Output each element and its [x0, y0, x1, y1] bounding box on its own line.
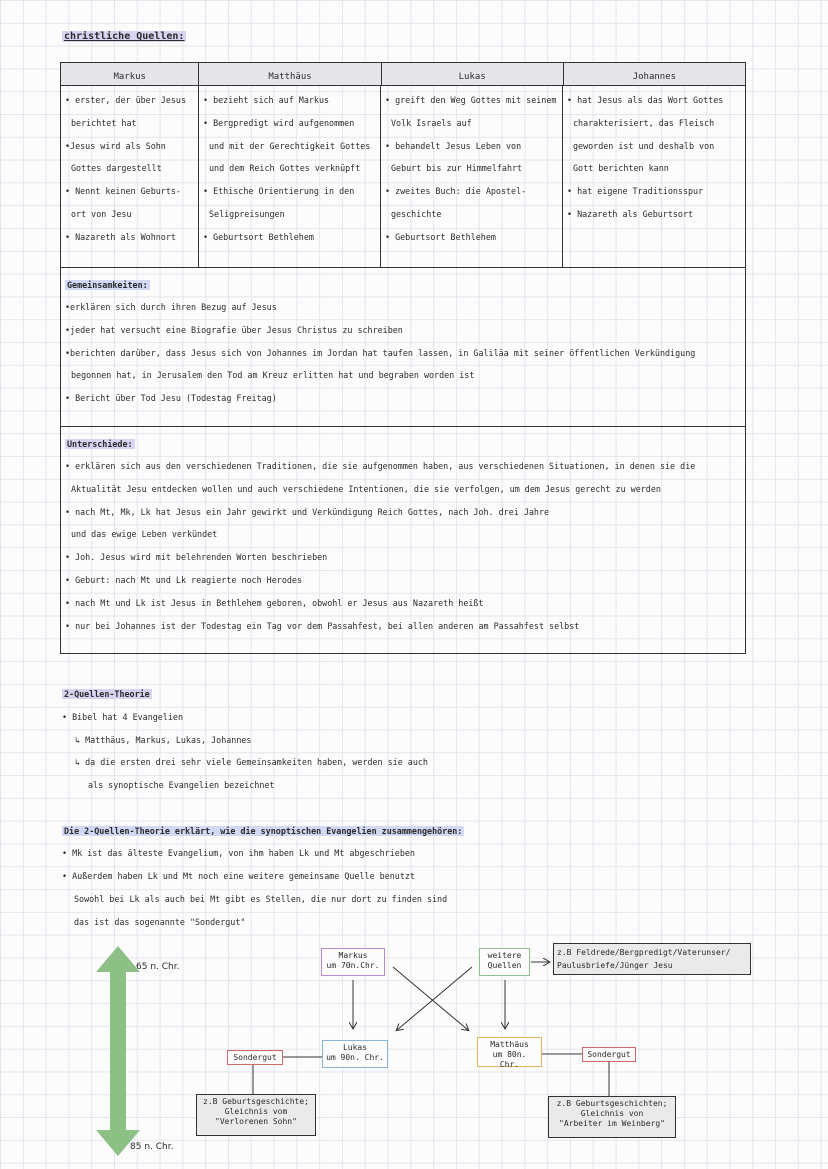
- weitere-examples: [553, 943, 751, 975]
- list-item: • Geburtsort Bethlehem: [203, 231, 314, 242]
- list-item: • hat Jesus als das Wort Gottes: [567, 95, 724, 105]
- list-item: als synoptische Evangelien bezeichnet: [88, 780, 275, 790]
- list-item: • greift den Weg Gottes mit seinem: [385, 95, 557, 105]
- list-item: begonnen hat, in Jerusalem den Tod am Kreuz erlitten hat und begraben worden ist: [71, 370, 475, 381]
- node-matthaeus: [477, 1037, 542, 1067]
- arrow-weitere-lukas: [397, 967, 472, 1030]
- list-item: • nur bei Johannes ist der Todestag ein Tag vor dem Passahfest, bei allen anderen am Passahfest selbst: [65, 620, 580, 631]
- example-line: Gleichnis vom: [224, 1107, 288, 1116]
- example-line: "Arbeiter im Weinberg": [559, 1119, 665, 1128]
- list-item: geworden ist und deshalb von: [573, 140, 715, 151]
- header-matthaeus: Matthäus: [199, 63, 381, 85]
- date-bottom: 85 n. Chr.: [130, 1142, 174, 1152]
- list-item: und dem Reich Gottes verknüpft: [209, 163, 361, 174]
- list-item: • Ethische Orientierung in den: [203, 186, 355, 197]
- list-item: Geburt bis zur Himmelfahrt: [391, 163, 523, 174]
- page-title: christliche Quellen:: [64, 31, 185, 42]
- list-item: •erklären sich durch ihren Bezug auf Jesus: [65, 302, 277, 312]
- list-item: Gottes dargestellt: [71, 163, 162, 174]
- list-item: Volk Israels auf: [391, 117, 472, 128]
- list-item: Gott berichten kann: [573, 163, 669, 174]
- list-item: Aktualität Jesu entdecken wollen und auch verschiedene Intentionen, die sie verfolgen, um dem Jesus gerecht zu werden: [71, 483, 661, 494]
- list-item: • Außerdem haben Lk und Mt noch eine weitere gemeinsame Quelle benutzt: [62, 871, 415, 881]
- section-title: Unterschiede:: [67, 439, 133, 449]
- example-line: Gleichnis von: [580, 1109, 644, 1118]
- list-item: •jeder hat versucht eine Biografie über Jesus Christus zu schreiben: [65, 324, 403, 335]
- sondergut-right: Sondergut: [582, 1047, 636, 1062]
- example-line: Paulusbriefe/Jünger Jesu: [557, 961, 673, 970]
- list-item: • nach Mt, Mk, Lk hat Jesus ein Jahr gewirkt und Verkündigung Reich Gottes, nach Joh. drei Jahre: [65, 506, 550, 517]
- list-item: charakterisiert, das Fleisch: [573, 117, 715, 128]
- list-item: • Bergpredigt wird aufgenommen: [203, 117, 355, 128]
- list-item: berichtet hat: [71, 117, 137, 128]
- node-label: Markus: [338, 951, 368, 960]
- left-examples: [196, 1094, 316, 1136]
- list-item: • erklären sich aus den verschiedenen Traditionen, die sie aufgenommen haben, aus verschiedenen Situationen, in denen sie die: [65, 461, 696, 471]
- list-item: ort von Jesu: [71, 208, 132, 219]
- example-line: z.B Geburtsgeschichte;: [203, 1097, 309, 1106]
- list-item: ↳ Matthäus, Markus, Lukas, Johannes: [75, 735, 252, 745]
- list-item: und das ewige Leben verkündet: [71, 529, 218, 540]
- sondergut-left: Sondergut: [227, 1050, 283, 1065]
- list-item: Seligpreisungen: [209, 208, 285, 219]
- list-item: • Nennt keinen Geburts-: [65, 186, 181, 197]
- timeline-arrow: [96, 946, 140, 1156]
- list-item: • zweites Buch: die Apostel-: [385, 186, 527, 197]
- arrow-markus-matthaeus: [393, 967, 468, 1030]
- example-line: z.B Feldrede/Bergpredigt/Vaterunser/: [557, 948, 731, 957]
- header-markus: Markus: [61, 63, 199, 85]
- list-item: • bezieht sich auf Markus: [203, 95, 330, 105]
- list-item: • Bibel hat 4 Evangelien: [62, 712, 184, 722]
- list-item: • Nazareth als Wohnort: [65, 231, 176, 242]
- list-item: • erster, der über Jesus: [65, 95, 187, 105]
- node-date: um 90n. Chr.: [326, 1053, 384, 1062]
- list-item: geschichte: [391, 208, 442, 219]
- section-title: Gemeinsamkeiten:: [67, 280, 148, 290]
- node-label: weitere: [487, 951, 522, 960]
- node-date: um 80n. Chr.: [492, 1050, 527, 1069]
- theorie-title: 2-Quellen-Theorie: [64, 689, 150, 699]
- erklaerung-title: Die 2-Quellen-Theorie erklärt, wie die synoptischen Evangelien zusammengehören:: [64, 826, 463, 836]
- list-item: und mit der Gerechtigkeit Gottes: [209, 140, 371, 151]
- list-item: • nach Mt und Lk ist Jesus in Bethlehem geboren, obwohl er Jesus aus Nazareth heißt: [65, 597, 484, 608]
- date-top: 65 n. Chr.: [136, 962, 180, 972]
- list-item: • behandelt Jesus Leben von: [385, 140, 522, 151]
- list-item: • Mk ist das älteste Evangelium, von ihm haben Lk und Mt abgeschrieben: [62, 848, 415, 858]
- list-item: das ist das sogenannte "Sondergut": [74, 917, 246, 927]
- list-item: • Bericht über Tod Jesu (Todestag Freitag): [65, 393, 277, 404]
- header-johannes: Johannes: [632, 72, 677, 82]
- node-markus: [321, 948, 385, 976]
- node-weitere-quellen: [479, 948, 530, 976]
- node-label: Quellen: [487, 961, 522, 970]
- example-line: "Verlorenen Sohn": [215, 1117, 297, 1126]
- node-date: um 70n.Chr.: [326, 961, 380, 970]
- list-item: Sowohl bei Lk als auch bei Mt gibt es Stellen, die nur dort zu finden sind: [74, 894, 448, 904]
- header-lukas: Lukas: [382, 63, 564, 85]
- list-item: •Jesus wird als Sohn: [65, 140, 166, 151]
- list-item: • Geburt: nach Mt und Lk reagierte noch Herodes: [65, 574, 302, 585]
- node-label: Matthäus: [490, 1040, 529, 1049]
- list-item: • Joh. Jesus wird mit belehrenden Worten beschrieben: [65, 552, 328, 563]
- right-examples: [548, 1096, 676, 1138]
- list-item: ↳ da die ersten drei sehr viele Gemeinsamkeiten haben, werden sie auch: [75, 757, 428, 767]
- list-item: • hat eigene Traditionsspur: [567, 186, 704, 197]
- node-lukas: [322, 1040, 388, 1068]
- list-item: • Geburtsort Bethlehem: [385, 231, 496, 242]
- node-label: Lukas: [342, 1043, 368, 1052]
- list-item: •berichten darüber, dass Jesus sich von Johannes im Jordan hat taufen lassen, in Galiläa mit seiner öffentlichen Verkündigung: [65, 347, 696, 358]
- example-line: z.B Geburtsgeschichten;: [556, 1099, 668, 1108]
- list-item: • Nazareth als Geburtsort: [567, 208, 694, 219]
